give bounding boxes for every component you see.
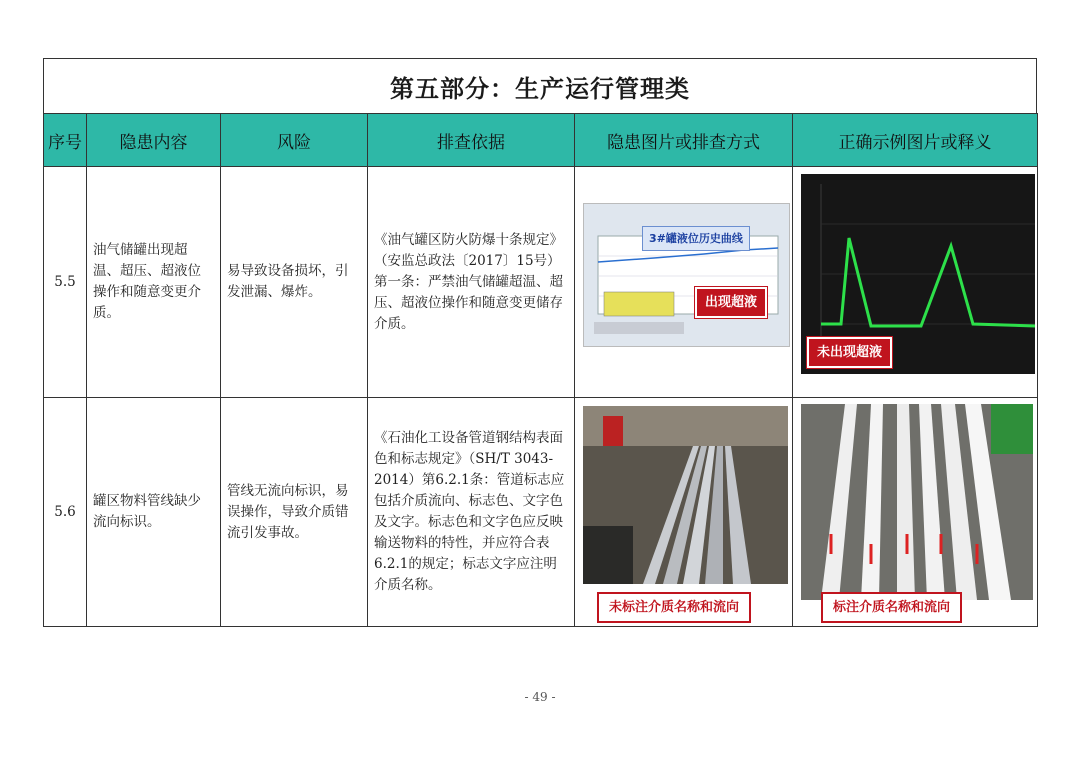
hazard-content: 油气储罐出现超温、超压、超液位操作和随意变更介质。 bbox=[87, 167, 221, 398]
table-row bbox=[44, 398, 1038, 627]
hazard-content: 罐区物料管线缺少流向标识。 bbox=[87, 398, 221, 627]
header-content: 隐患内容 bbox=[87, 114, 221, 167]
header-correct-image: 正确示例图片或释义 bbox=[793, 114, 1038, 167]
section-title: 第五部分：生产运行管理类 bbox=[43, 58, 1037, 113]
risk-text: 管线无流向标识，易误操作，导致介质错流引发事故。 bbox=[221, 398, 368, 627]
tank-level-screenshot bbox=[583, 203, 790, 347]
correct-image-cell bbox=[793, 167, 1038, 398]
unlabeled-callout: 未标注介质名称和流向 bbox=[597, 592, 751, 623]
unlabeled-pipes-photo bbox=[583, 406, 788, 584]
row-number: 5.6 bbox=[44, 398, 87, 627]
basis-text: 《油气罐区防火防爆十条规定》（安监总政法〔2017〕15号）第一条：严禁油气储罐超温、超压、超液位操作和随意变更储存介质。 bbox=[368, 167, 575, 398]
header-num: 序号 bbox=[44, 114, 87, 167]
page-number: - 49 - bbox=[524, 690, 556, 704]
chart-title-label: 3#罐液位历史曲线 bbox=[642, 226, 750, 251]
labeled-pipes-image bbox=[801, 404, 1033, 600]
row-number: 5.5 bbox=[44, 167, 87, 398]
hazard-image-cell bbox=[575, 167, 793, 398]
header-basis: 排查依据 bbox=[368, 114, 575, 167]
labeled-callout: 标注介质名称和流向 bbox=[821, 592, 962, 623]
header-risk: 风险 bbox=[221, 114, 368, 167]
header-hazard-image: 隐患图片或排查方式 bbox=[575, 114, 793, 167]
header-row bbox=[44, 114, 1038, 167]
hazard-table bbox=[43, 113, 1038, 627]
basis-text: 《石油化工设备管道钢结构表面色和标志规定》（SH/T 3043-2014）第6.2.1条：管道标志应包括介质流向、标志色、文字色及文字。标志色和文字色应反映输送物料的特性，并应符合表6.2.1的规定；标志文字应注明介质名称。 bbox=[368, 398, 575, 627]
hazard-image-cell bbox=[575, 398, 793, 627]
document-table-frame bbox=[43, 58, 1037, 627]
table-row bbox=[44, 167, 1038, 398]
no-over-level-callout: 未出现超液 bbox=[807, 337, 892, 368]
labeled-pipes-photo bbox=[801, 404, 1033, 600]
over-level-callout: 出现超液 bbox=[695, 287, 767, 318]
correct-image-cell bbox=[793, 398, 1038, 627]
unlabeled-pipes-image bbox=[583, 406, 788, 584]
risk-text: 易导致设备损坏，引发泄漏、爆炸。 bbox=[221, 167, 368, 398]
